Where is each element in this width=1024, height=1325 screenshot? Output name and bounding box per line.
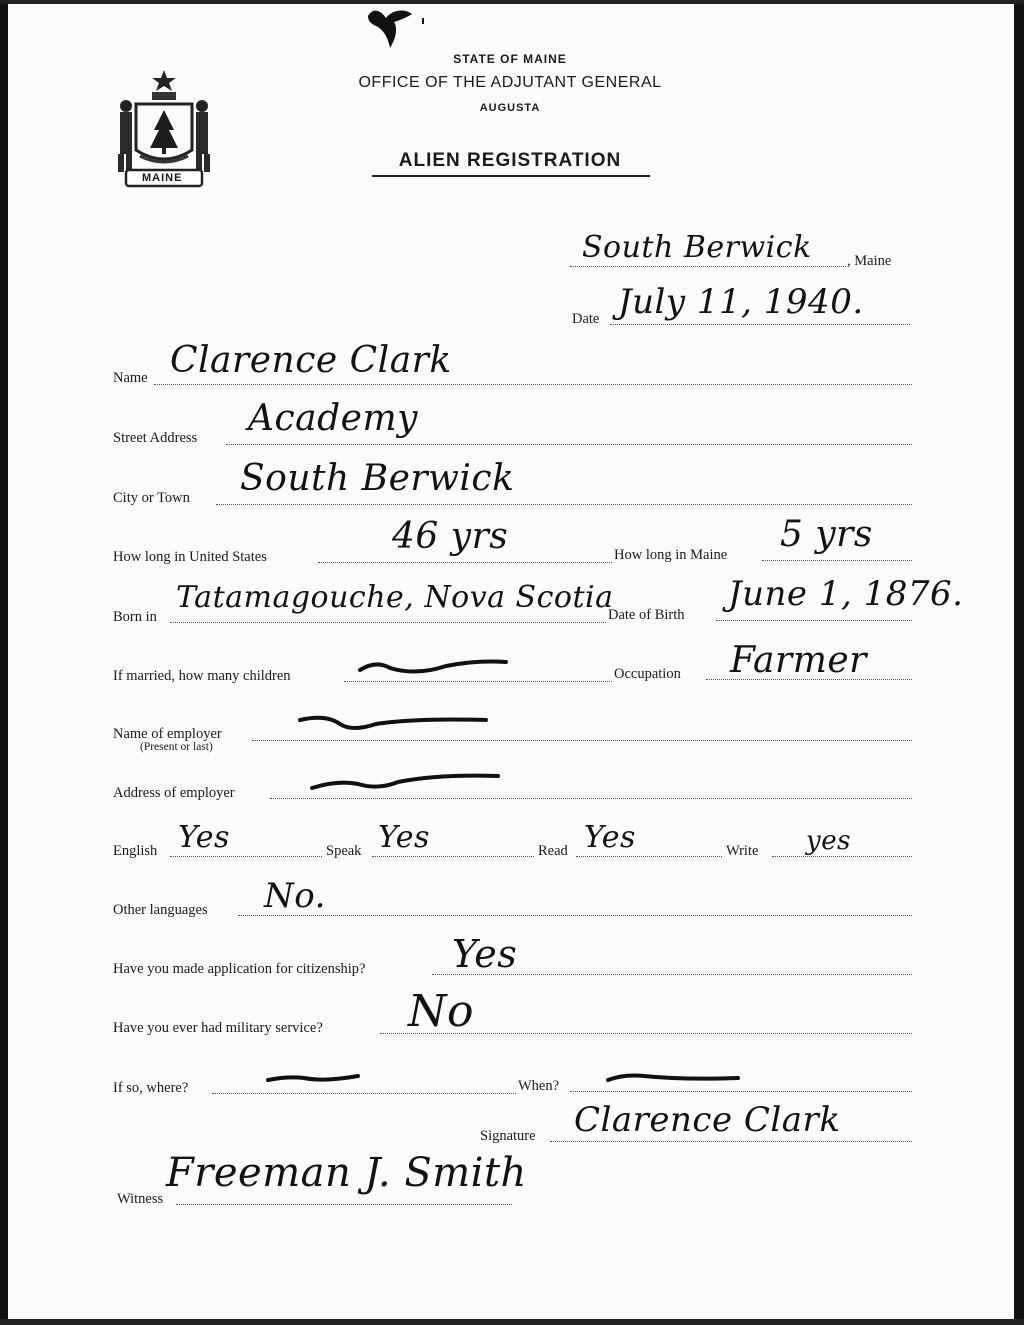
years-us-label[interactable]: How long in United States: [113, 549, 267, 565]
employer-address-label[interactable]: Address of employer: [113, 785, 235, 801]
employer-dash-mark: [296, 710, 496, 738]
speak-value[interactable]: Yes: [378, 820, 430, 855]
signature-label[interactable]: Signature: [480, 1128, 536, 1144]
city-value[interactable]: South Berwick: [240, 458, 515, 499]
english-value[interactable]: Yes: [178, 820, 230, 855]
write-value[interactable]: yes: [806, 826, 851, 856]
military-value[interactable]: No: [408, 986, 474, 1037]
dob-value[interactable]: June 1, 1876.: [728, 574, 964, 614]
years-maine-value[interactable]: 5 yrs: [780, 514, 873, 555]
citizenship-label[interactable]: Have you made application for citizenship?: [113, 961, 366, 977]
citizenship-value[interactable]: Yes: [452, 932, 518, 976]
signature-value[interactable]: Clarence Clark: [574, 1100, 841, 1140]
header-state: STATE OF MAINE: [453, 52, 567, 66]
seal-label: MAINE: [142, 172, 183, 184]
years-us-dots: [318, 562, 612, 563]
other-languages-value[interactable]: No.: [264, 876, 326, 916]
signature-dots: [550, 1141, 912, 1142]
speak-label[interactable]: Speak: [326, 843, 362, 859]
employer-address-dots: [270, 798, 912, 799]
employer-dots: [252, 740, 912, 741]
other-languages-dots: [238, 915, 912, 916]
military-label[interactable]: Have you ever had military service?: [113, 1020, 323, 1036]
name-dots: [154, 384, 912, 385]
children-dots: [344, 681, 612, 682]
street-address-value[interactable]: Academy: [248, 398, 418, 439]
when-dash-mark: [604, 1068, 744, 1088]
born-in-dots: [170, 622, 606, 623]
header-office: OFFICE OF THE ADJUTANT GENERAL: [358, 74, 662, 91]
occupation-value[interactable]: Farmer: [730, 640, 867, 681]
other-languages-label[interactable]: Other languages: [113, 902, 208, 918]
employer-label[interactable]: Name of employer: [113, 726, 222, 742]
english-dots: [170, 856, 322, 857]
where-dots: [212, 1093, 516, 1094]
employer-address-dash-mark: [308, 770, 508, 796]
write-dots: [772, 856, 912, 857]
occupation-label[interactable]: Occupation: [614, 666, 681, 682]
street-address-label[interactable]: Street Address: [113, 430, 198, 446]
years-us-value[interactable]: 46 yrs: [392, 516, 509, 557]
english-label[interactable]: English: [113, 843, 158, 859]
read-value[interactable]: Yes: [584, 820, 636, 855]
scan-border-bottom: [0, 1319, 1024, 1325]
children-label[interactable]: If married, how many children: [113, 668, 291, 684]
scan-border-right: [1014, 0, 1024, 1325]
date-value[interactable]: July 11, 1940.: [618, 282, 864, 322]
witness-value[interactable]: Freeman J. Smith: [166, 1150, 527, 1196]
city-label[interactable]: City or Town: [113, 490, 190, 506]
read-dots: [576, 856, 722, 857]
where-dash-mark: [264, 1068, 364, 1088]
when-label[interactable]: When?: [518, 1078, 560, 1094]
scan-border-left: [0, 0, 8, 1325]
speak-dots: [372, 856, 534, 857]
scan-border-top: [0, 0, 1024, 4]
city-dots: [216, 504, 912, 505]
header-city: AUGUSTA: [479, 102, 541, 114]
read-label[interactable]: Read: [538, 843, 568, 859]
date-dots: [610, 324, 910, 325]
town-value: South Berwick: [582, 230, 812, 265]
title-underline: [372, 175, 650, 177]
dob-dots: [716, 620, 912, 621]
years-maine-dots: [762, 560, 912, 561]
form-title: ALIEN REGISTRATION: [398, 150, 622, 171]
born-in-value[interactable]: Tatamagouche, Nova Scotia: [176, 580, 614, 615]
ink-blot-mark: [360, 4, 430, 56]
date-label[interactable]: Date: [572, 311, 600, 327]
when-dots: [570, 1091, 912, 1092]
write-label[interactable]: Write: [726, 843, 759, 859]
employer-sublabel: (Present or last): [140, 741, 213, 753]
witness-label[interactable]: Witness: [117, 1191, 164, 1207]
town-dots: [570, 266, 846, 267]
name-label[interactable]: Name: [113, 370, 148, 386]
years-maine-label[interactable]: How long in Maine: [614, 547, 728, 563]
born-in-label[interactable]: Born in: [113, 609, 157, 625]
children-dash-mark: [356, 654, 516, 680]
street-dots: [226, 444, 912, 445]
town-suffix: , Maine: [847, 253, 892, 269]
witness-dots: [176, 1204, 512, 1205]
dob-label[interactable]: Date of Birth: [608, 607, 685, 623]
name-value[interactable]: Clarence Clark: [170, 340, 452, 381]
where-label[interactable]: If so, where?: [113, 1080, 189, 1096]
